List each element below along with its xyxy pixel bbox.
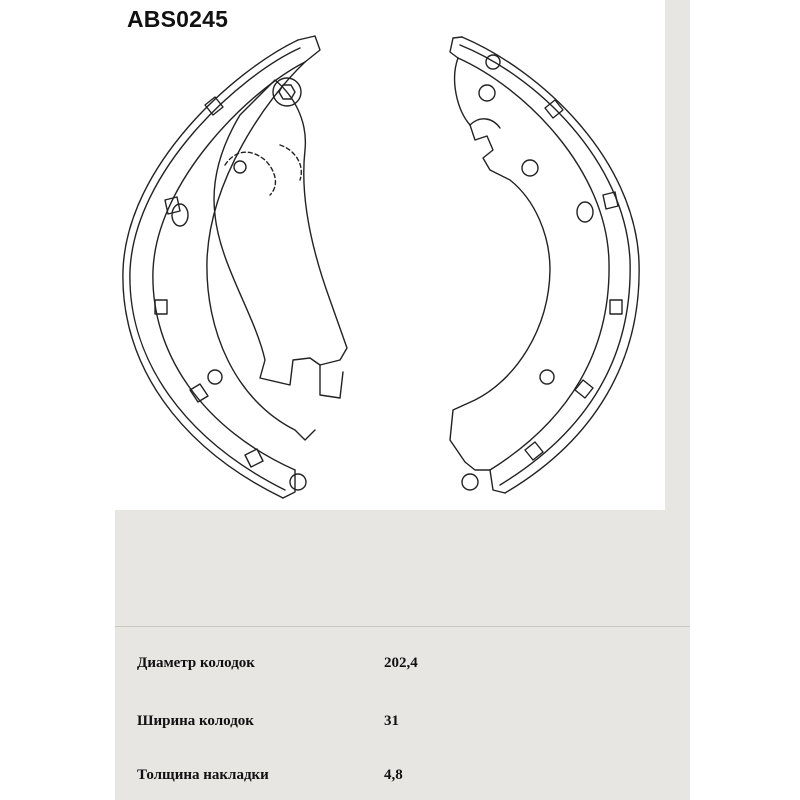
spec-label: Ширина колодок (137, 713, 254, 729)
spec-label: Диаметр колодок (137, 655, 255, 671)
spec-label: Толщина накладки (137, 767, 269, 783)
spec-row-width (137, 713, 657, 737)
spec-value: 202,4 (384, 655, 418, 671)
brake-shoe-set-drawing (115, 0, 665, 505)
spec-value: 31 (384, 713, 399, 729)
part-code: ABS0245 (127, 6, 229, 32)
spec-row-thickness (137, 767, 657, 791)
brake-shoe-left-drawing (123, 36, 347, 498)
spec-value: 4,8 (384, 767, 403, 783)
spec-row-diameter (137, 655, 657, 679)
section-divider (115, 626, 690, 627)
brake-shoe-right-drawing (450, 37, 639, 493)
